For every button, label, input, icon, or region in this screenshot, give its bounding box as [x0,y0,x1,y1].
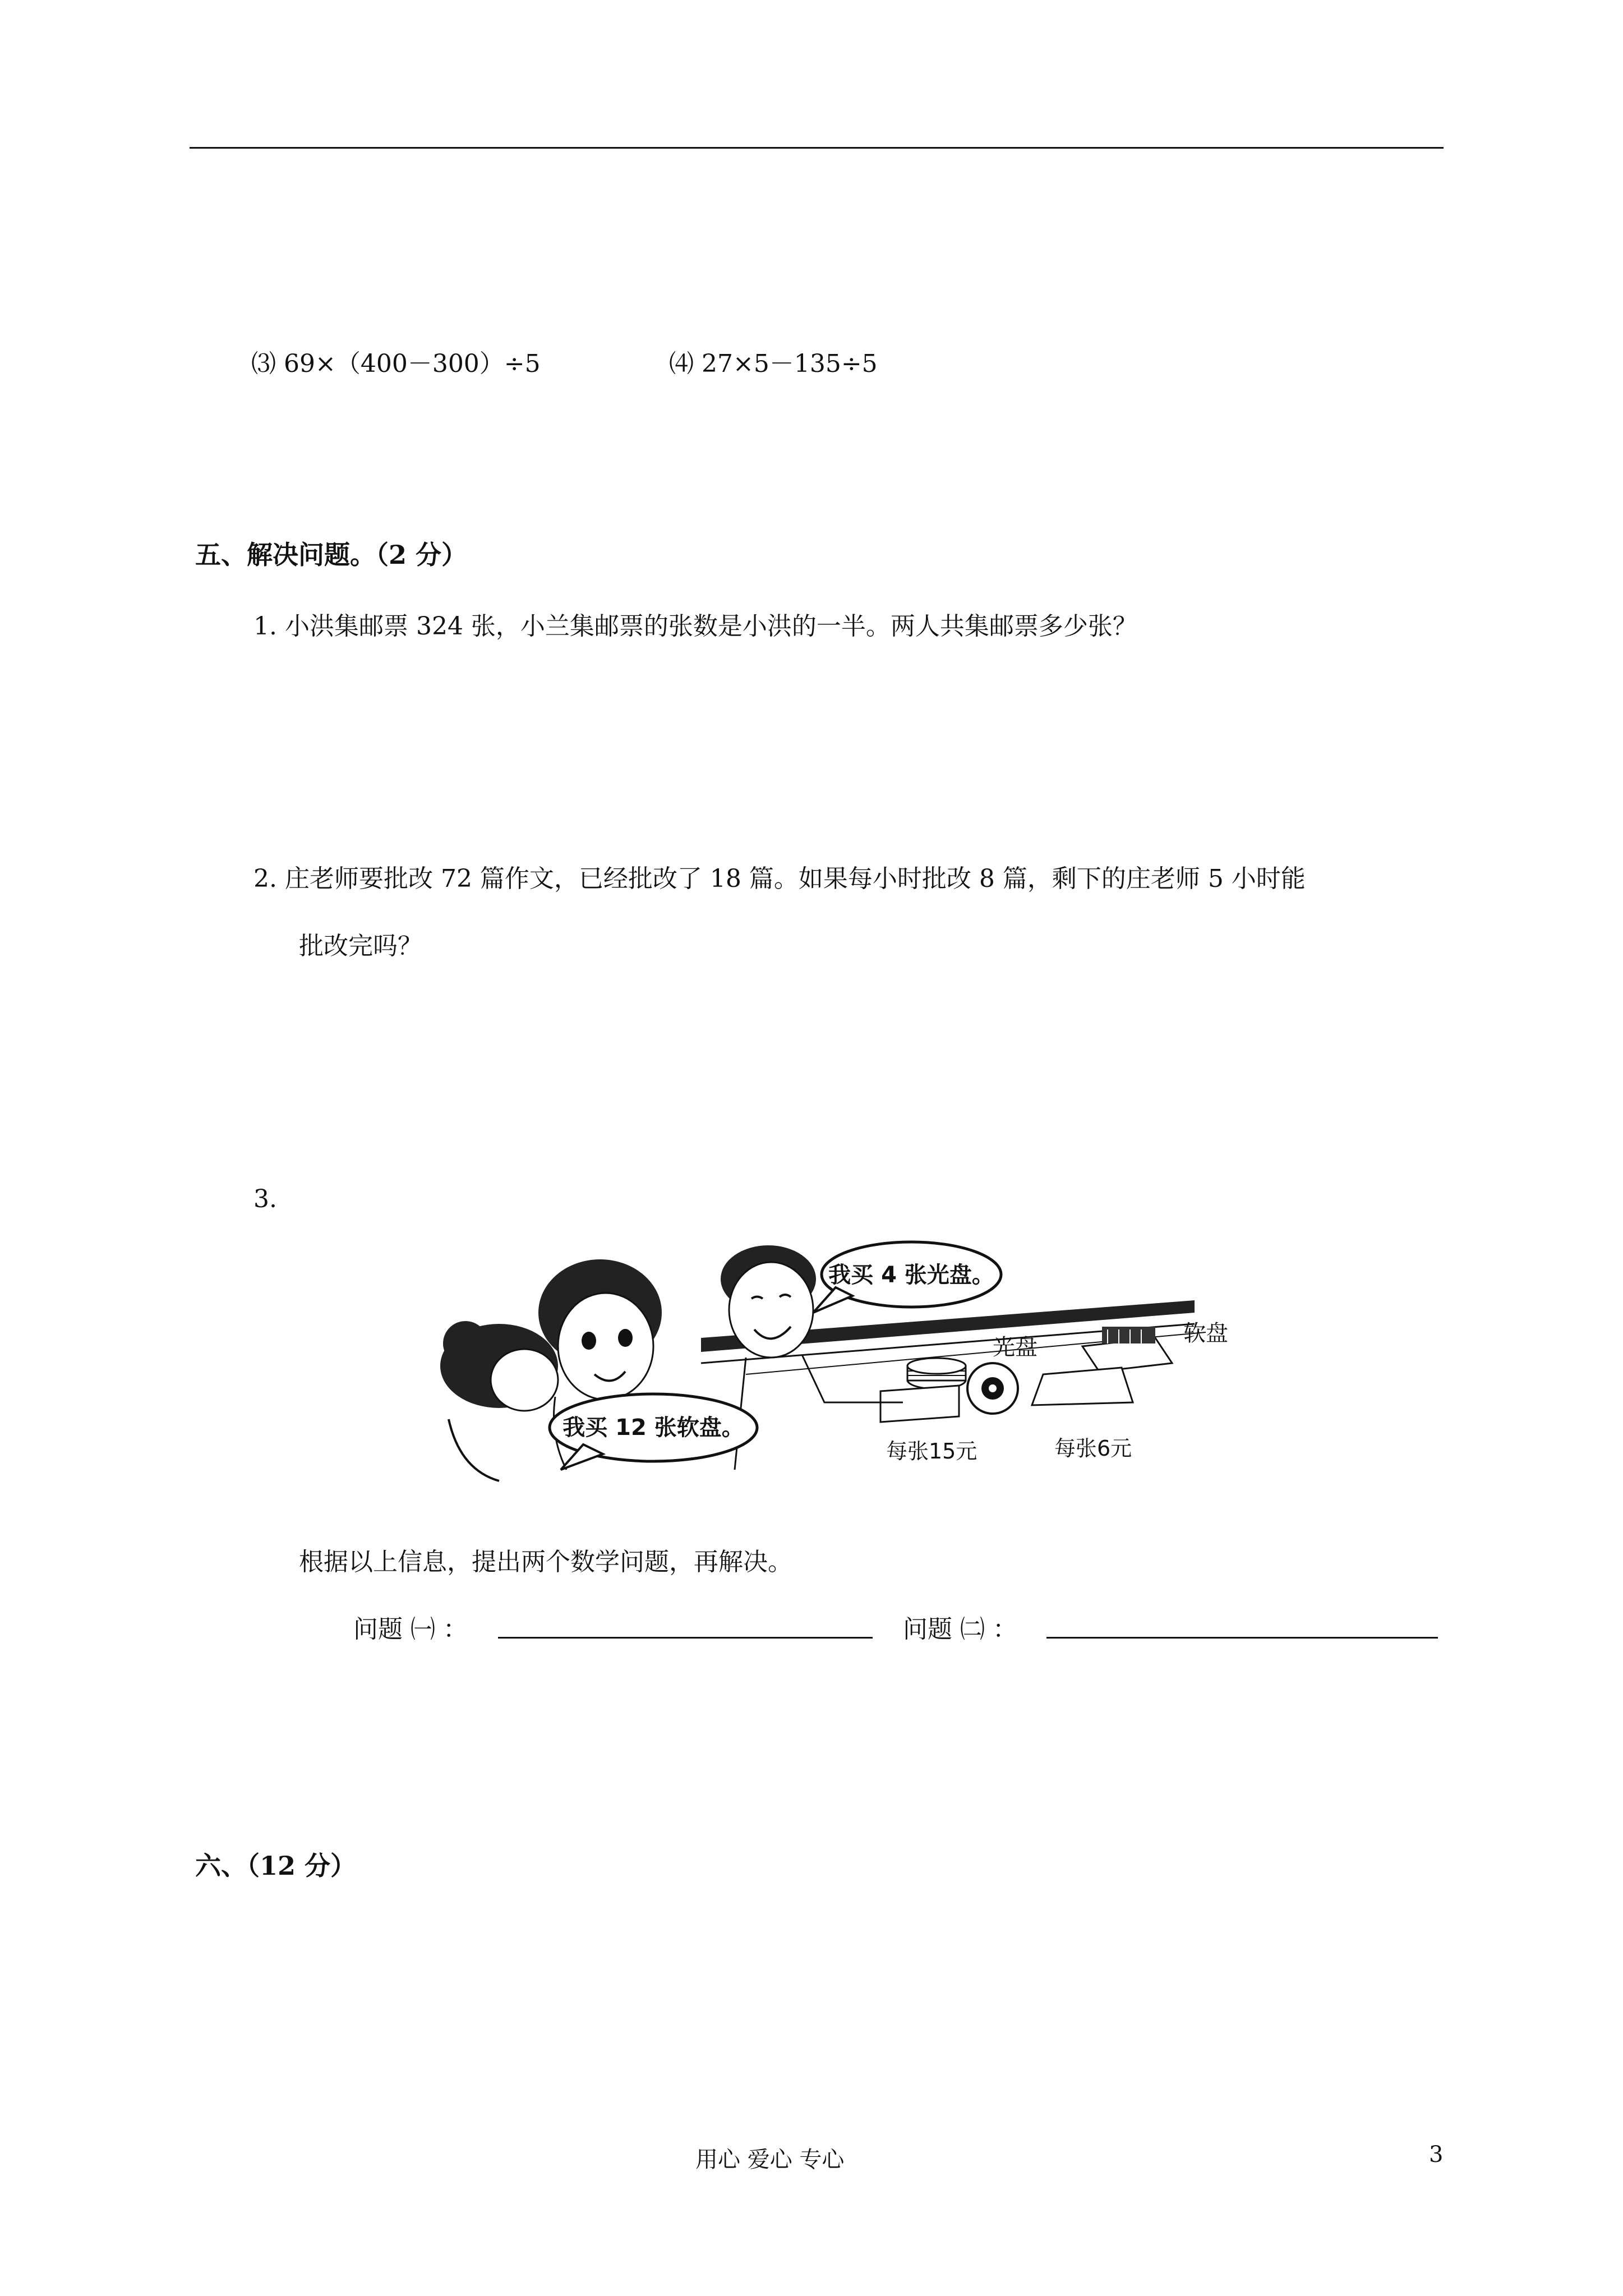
question-2-line-1: 2. 庄老师要批改 72 篇作文，已经批改了 18 篇。如果每小时批改 8 篇，剩下的庄老师 5 小时能 [253,864,1306,893]
cd-price-sign [880,1386,959,1422]
floppy-price-label: 每张6元 [1054,1436,1132,1461]
cd-price-label: 每张15元 [886,1439,978,1464]
expression-4: ⑷ 27×5－135÷5 [669,349,878,378]
expression-3: ⑶ 69×（400－300）÷5 [251,349,541,378]
section-6-heading: 六、（12 分） [195,1851,357,1881]
instruction-text: 根据以上信息，提出两个数学问题，再解决。 [299,1548,792,1576]
boy-speech-bubble [813,1242,1001,1313]
problem-2-answer-line[interactable] [1046,1637,1438,1639]
girl-speech-text: 我买 12 张软盘。 [562,1415,744,1441]
problem-2-label: 问题 ㈡ ： [903,1615,1017,1644]
floppy-box-icon [1032,1327,1172,1405]
problem-1-answer-line[interactable] [498,1637,873,1639]
boy-speech-text: 我买 4 张光盘。 [828,1262,994,1288]
floppy-label: 软盘 [1183,1320,1228,1346]
question-3-label: 3. [253,1185,277,1213]
question-1: 1. 小洪集邮票 324 张，小兰集邮票的张数是小洪的一半。两人共集邮票多少张？ [253,612,1137,641]
girl-left-icon [440,1321,558,1481]
problem-1-label: 问题 ㈠ ： [353,1615,468,1644]
shopping-illustration [432,1234,1245,1515]
header-rule [190,147,1444,149]
page-number: 3 [1429,2142,1444,2168]
cd-label: 光盘 [993,1335,1038,1360]
footer-motto: 用心 爱心 专心 [695,2147,845,2173]
section-5-heading: 五、解决问题。（2 分） [195,540,468,570]
girl-speech-bubble [550,1394,757,1470]
question-2-line-2: 批改完吗？ [299,932,422,960]
